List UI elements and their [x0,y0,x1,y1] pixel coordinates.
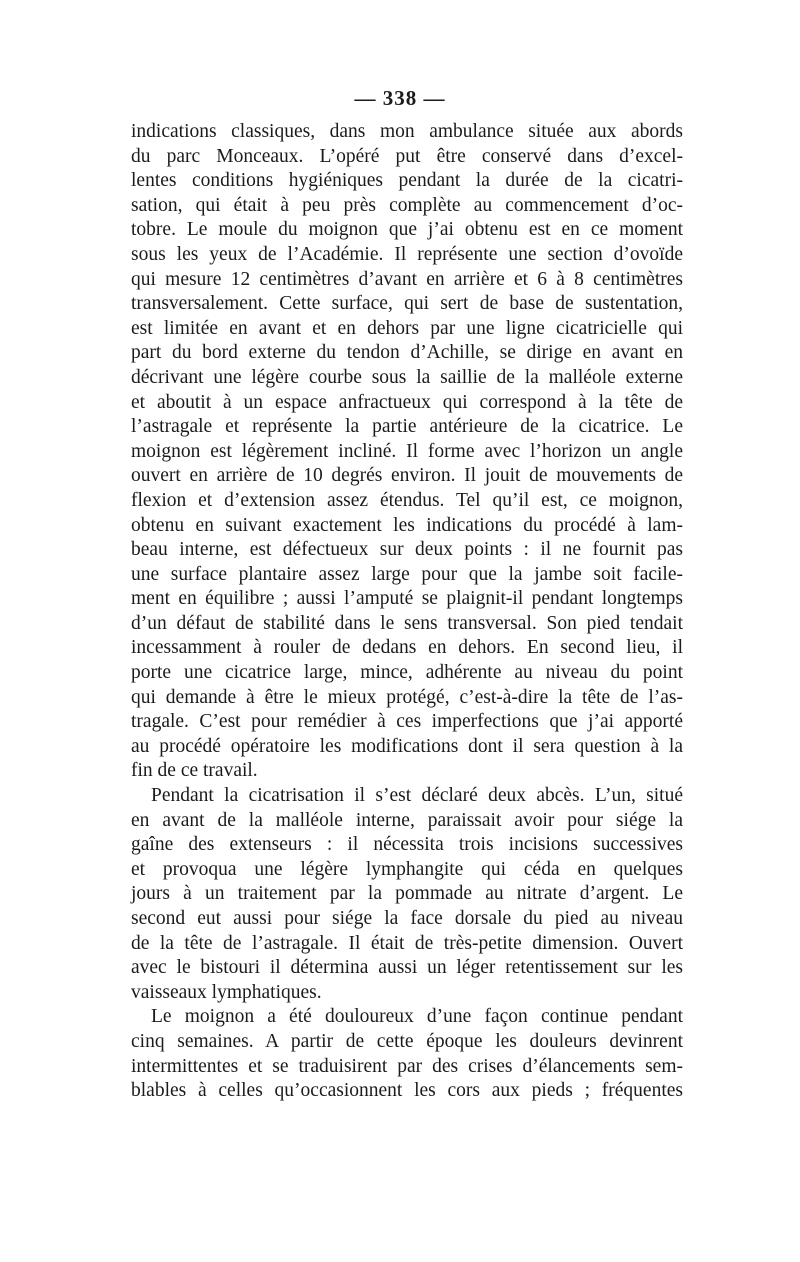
text-line: porte une cicatrice large, mince, adhérente au niveau du point [131,662,683,684]
text-line: d’un défaut de stabilité dans le sens transversal. Son pied tendait [131,612,683,634]
text-line: intermittentes et se traduisirent par des crises d’élancements sem- [131,1055,683,1077]
text-line: une surface plantaire assez large pour que la jambe soit facile- [131,563,683,585]
text-line: et provoqua une légère lymphangite qui céda en quelques [131,858,683,880]
text-line: au procédé opératoire les modifications dont il sera question à la [131,735,683,757]
text-line: qui mesure 12 centimètres d’avant en arrière et 6 à 8 centimètres [131,268,683,290]
text-line: tragale. C’est pour remédier à ces imperfections que j’ai apporté [131,711,683,733]
text-line: cinq semaines. A partir de cette époque les douleurs devinrent [131,1030,683,1052]
text-line: sation, qui était à peu près complète au commencement d’oc- [131,194,683,216]
text-line: tobre. Le moule du moignon que j’ai obtenu est en ce moment [131,219,683,241]
text-line: Le moignon a été douloureux d’une façon continue pendant [151,1006,683,1028]
text-line: ment en équilibre ; aussi l’amputé se plaignit-il pendant longtemps [131,588,683,610]
page-number: — 338 — [354,86,446,110]
text-line: l’astragale et représente la partie antérieure de la cicatrice. Le [131,416,683,438]
text-line: blables à celles qu’occasionnent les cors aux pieds ; fréquentes [131,1080,683,1102]
body-text [131,120,683,1104]
text-line: avec le bistouri il détermina aussi un léger retentissement sur les [131,957,683,979]
text-line: ouvert en arrière de 10 degrés environ. Il jouit de mouvements de [131,465,683,487]
text-line: qui demande à être le mieux protégé, c’est-à-dire la tête de l’as- [131,686,683,708]
text-line: vaisseaux lymphatiques. [131,981,322,1003]
text-line: obtenu en suivant exactement les indications du procédé à lam- [131,514,683,536]
text-line: Pendant la cicatrisation il s’est déclaré deux abcès. L’un, situé [151,785,683,807]
text-line: moignon est légèrement incliné. Il forme avec l’horizon un angle [131,440,683,462]
text-line: jours à un traitement par la pommade au nitrate d’argent. Le [131,883,683,905]
text-line: incessamment à rouler de dedans en dehors. En second lieu, il [131,637,683,659]
text-line: part du bord externe du tendon d’Achille, se dirige en avant en [131,342,683,364]
text-line: en avant de la malléole interne, paraissait avoir pour siége la [131,809,683,831]
text-line: est limitée en avant et en dehors par une ligne cicatricielle qui [131,317,683,339]
text-line: transversalement. Cette surface, qui sert de base de sustentation, [131,293,683,315]
text-line: gaîne des extenseurs : il nécessita trois incisions successives [131,834,683,856]
text-line: indications classiques, dans mon ambulance située aux abords [131,121,683,142]
text-line: beau interne, est défectueux sur deux points : il ne fournit pas [131,539,683,561]
text-line: du parc Monceaux. L’opéré put être conservé dans d’excel- [131,145,683,167]
text-line: et aboutit à un espace anfractueux qui correspond à la tête de [131,391,683,413]
text-line: fin de ce travail. [131,760,258,782]
text-line: second eut aussi pour siége la face dorsale du pied au niveau [131,908,683,929]
text-line: décrivant une légère courbe sous la saillie de la malléole externe [131,366,683,388]
text-line: flexion et d’extension assez étendus. Tel qu’il est, ce moignon, [131,489,683,511]
text-line: sous les yeux de l’Académie. Il représente une section d’ovoïde [131,243,683,265]
text-line: lentes conditions hygiéniques pendant la durée de la cicatri- [131,170,683,192]
text-line: de la tête de l’astragale. Il était de très-petite dimension. Ouvert [131,932,683,954]
